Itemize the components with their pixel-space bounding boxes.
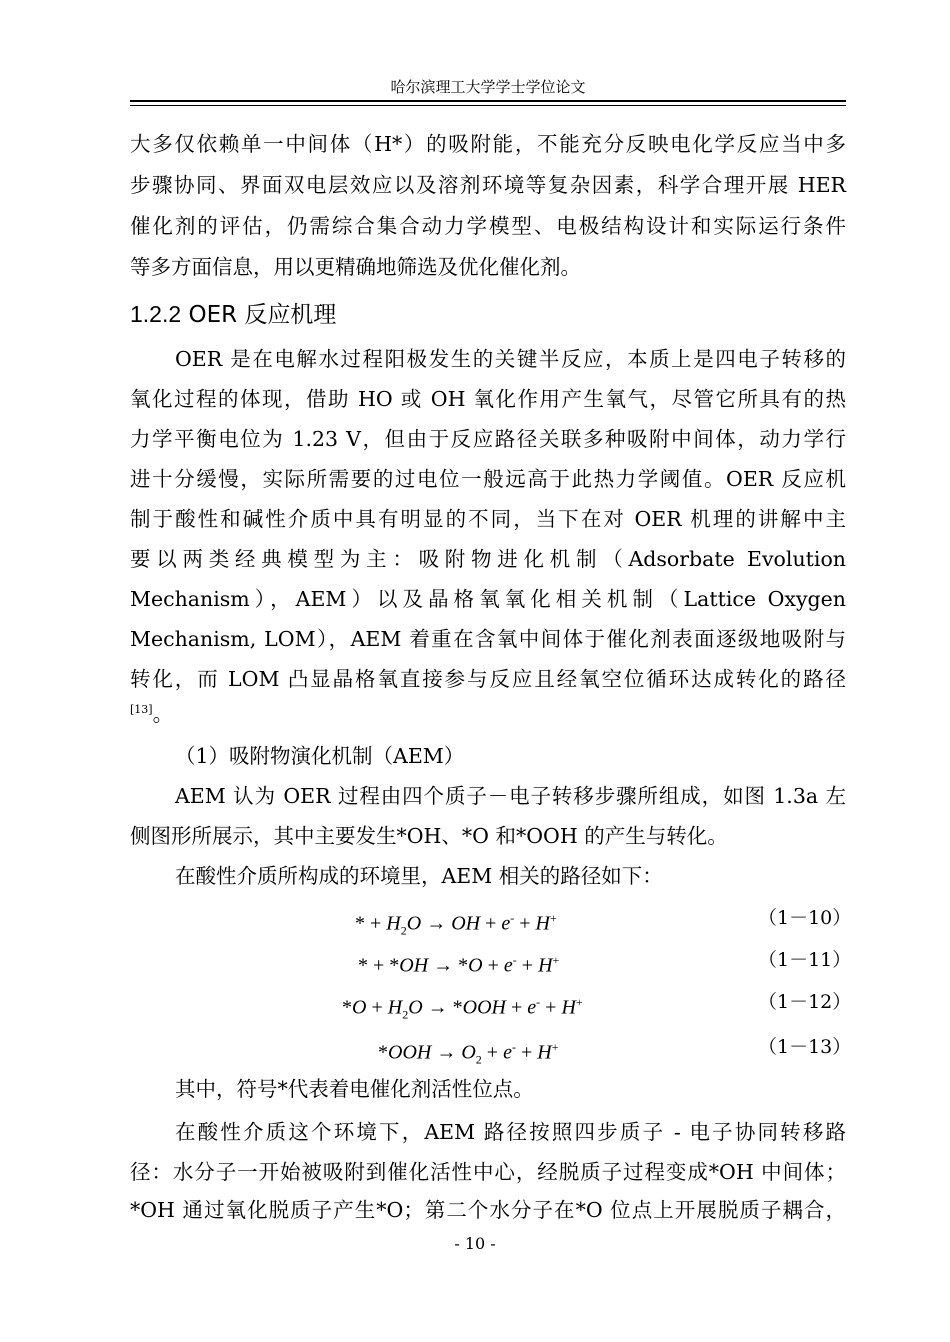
body-line: 氧化过程的体现，借助 HO 或 OH 氧化作用产生氧气，尽管它所具有的热 (130, 387, 846, 411)
section-title: OER 反应机理 (181, 302, 337, 328)
body-line: Mechanism），AEM）以及晶格氧氧化相关机制（Lattice Oxygen (130, 587, 846, 611)
equation-number: （1－13） (758, 1036, 852, 1058)
body-line: Mechanism, LOM），AEM 着重在含氧中间体于催化剂表面逐级地吸附与 (130, 627, 846, 651)
body-line: 步骤协同、界面双电层效应以及溶剂环境等复杂因素，科学合理开展 HER (130, 173, 846, 197)
body-line: 径：水分子一开始被吸附到催化活性中心，经脱质子过程变成*OH 中间体； (130, 1160, 846, 1184)
equation-4: $*OOH \to O_2 + e^- + H^+$ (378, 1040, 559, 1067)
body-line: 在酸性介质这个环境下，AEM 路径按照四步质子 - 电子协同转移路 (175, 1120, 846, 1144)
equation-number: （1－10） (758, 907, 852, 929)
body-line: 制于酸性和碱性介质中具有明显的不同，当下在对 OER 机理的讲解中主 (130, 507, 846, 531)
body-line: 要以两类经典模型为主：吸附物进化机制（Adsorbate Evolution (130, 547, 846, 571)
body-line: *OH 通过氧化脱质子产生*O；第二个水分子在*O 位点上开展脱质子耦合， (130, 1198, 846, 1222)
page-header: 哈尔滨理工大学学士学位论文 (390, 78, 586, 96)
section-number: 1.2.2 (130, 301, 182, 327)
equation-number: （1－12） (758, 991, 852, 1013)
body-line: 转化，而 LOM 凸显晶格氧直接参与反应且经氧空位循环达成转化的路径 (130, 667, 846, 691)
sub-heading: （1）吸附物演化机制（AEM） (175, 744, 465, 768)
body-line: 催化剂的评估，仍需综合集合动力学模型、电极结构设计和实际运行条件 (130, 214, 846, 238)
body-line: OER 是在电解水过程阳极发生的关键半反应，本质上是四电子转移的 (175, 347, 846, 371)
equation-3: $*O + H_2O \to *OOH + e^- + H^+$ (342, 995, 583, 1022)
body-line: 力学平衡电位为 1.23 V，但由于反应路径关联多种吸附中间体，动力学行 (130, 427, 846, 451)
equation-number: （1－11） (758, 949, 852, 971)
body-line: 侧图形所展示，其中主要发生*OH、*O 和*OOH 的产生与转化。 (130, 824, 728, 848)
header-rule-thin (130, 105, 846, 106)
section-heading (130, 298, 336, 331)
page-number: - 10 - (454, 1234, 496, 1253)
body-line: 等多方面信息，用以更精确地筛选及优化催化剂。 (130, 255, 581, 279)
citation: [13] (130, 703, 153, 717)
body-line: 进十分缓慢，实际所需要的过电位一般远高于此热力学阈值。OER 反应机 (130, 467, 846, 491)
body-line: [13]。 (130, 702, 174, 726)
equation-2: * + *OH → *O + e- + H+ (358, 953, 560, 977)
body-line: 在酸性介质所构成的环境里，AEM 相关的路径如下： (175, 864, 663, 888)
equation-1: * + $H_2O$ → OH + e- + H+ (355, 911, 557, 938)
body-line: AEM 认为 OER 过程由四个质子－电子转移步骤所组成，如图 1.3a 左 (175, 784, 846, 808)
header-rule-thick (130, 100, 846, 102)
body-line: 其中，符号*代表着电催化剂活性位点。 (175, 1077, 534, 1101)
body-line: 大多仅依赖单一中间体（H*）的吸附能，不能充分反映电化学反应当中多 (130, 132, 846, 156)
